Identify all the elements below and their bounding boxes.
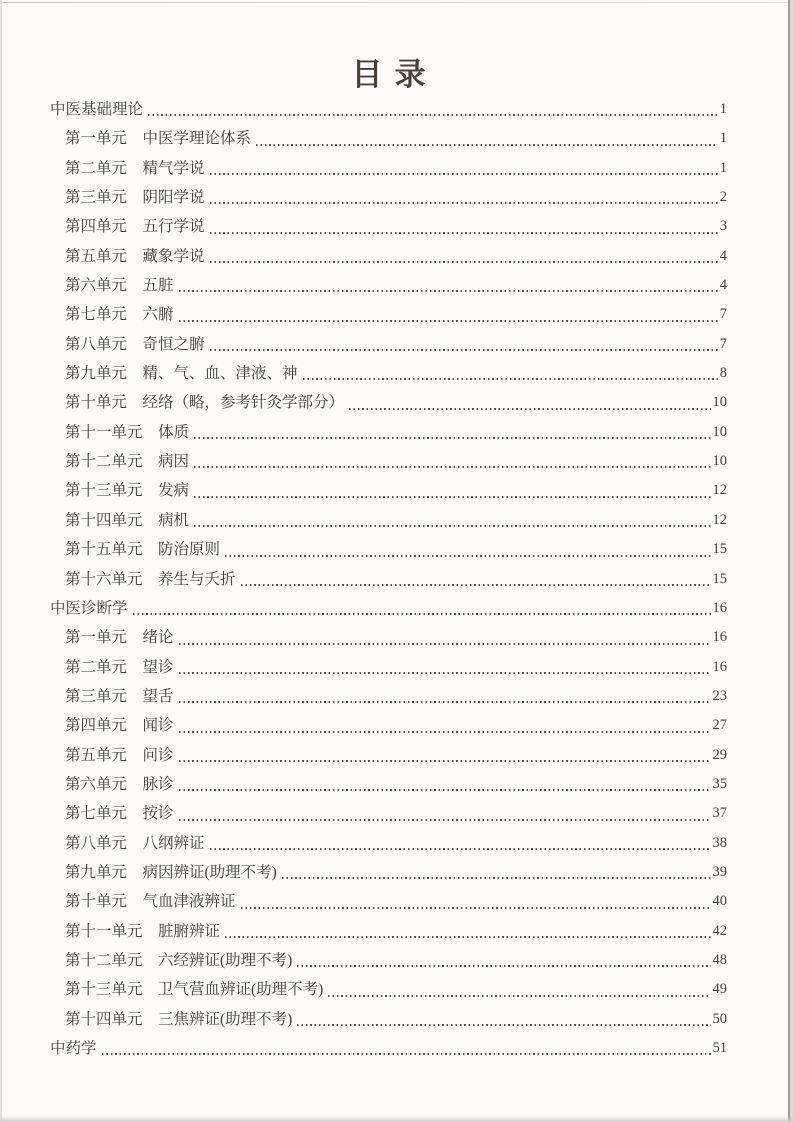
dot-leader: [194, 496, 710, 498]
toc-entry: [50, 154, 727, 183]
toc-entry: [50, 183, 727, 212]
toc-entry-page-number: 12: [712, 482, 727, 499]
dot-leader: [210, 848, 711, 850]
dot-leader: [282, 877, 711, 879]
toc-entry-label: 第五单元 藏象学说: [65, 247, 205, 265]
toc-entry: [50, 887, 727, 916]
toc-entry: [50, 447, 727, 476]
toc-entry-label: 第十二单元 六经辨证(助理不考): [65, 951, 293, 969]
dot-leader: [194, 466, 710, 468]
toc-entry-page-number: 12: [712, 511, 727, 528]
dot-leader: [133, 613, 711, 615]
dot-leader: [179, 731, 711, 733]
toc-entry-label: 第三单元 望舌: [65, 687, 174, 705]
dot-leader: [210, 232, 718, 234]
toc-entry-page-number: 51: [712, 1040, 727, 1056]
scan-edge-bottom: [0, 1116, 793, 1122]
toc-entry-page-number: 50: [712, 1010, 727, 1027]
toc-entry-label: 中医基础理论: [50, 101, 144, 118]
toc-entry: [50, 594, 727, 623]
toc-entry-label: 第八单元 奇恒之腑: [65, 335, 205, 353]
toc-entry: [50, 418, 727, 447]
toc-entry-label: 第十三单元 卫气营血辨证(助理不考): [65, 981, 324, 999]
toc-entry-page-number: 29: [712, 746, 727, 763]
toc-entry-label: 第九单元 精、气、血、津液、神: [65, 365, 298, 383]
toc-entry-page-number: 37: [712, 805, 727, 822]
dot-leader: [210, 202, 718, 204]
toc-entry-page-number: 16: [712, 629, 727, 646]
toc-entry: [50, 359, 727, 388]
toc-entry: [50, 741, 727, 770]
toc-entry-label: 第二单元 望诊: [65, 658, 174, 676]
toc-entry-label: 第十一单元 体质: [65, 423, 190, 441]
dot-leader: [303, 378, 718, 380]
toc-entry-page-number: 40: [712, 893, 727, 910]
toc-entry: [50, 975, 727, 1004]
dot-leader: [241, 907, 711, 909]
toc-entry-page-number: 23: [712, 687, 727, 704]
toc-entry: [50, 242, 727, 271]
dot-leader: [210, 349, 718, 351]
dot-leader: [225, 936, 710, 938]
toc-entry: [50, 212, 727, 241]
toc-entry: [50, 535, 727, 564]
toc-entry-page-number: 10: [712, 394, 727, 411]
dot-leader: [297, 965, 710, 967]
toc-entry-page-number: 4: [719, 277, 727, 294]
dot-leader: [194, 437, 710, 439]
dot-leader: [241, 584, 711, 586]
dot-leader: [102, 1053, 711, 1055]
dot-leader: [179, 789, 711, 791]
dot-leader: [179, 819, 711, 821]
dot-leader: [148, 114, 718, 116]
toc-entry: [50, 330, 727, 359]
toc-entry-label: 第十二单元 病因: [65, 453, 190, 471]
toc-entry-page-number: 49: [712, 981, 727, 998]
toc-entry-label: 中医诊断学: [50, 599, 128, 617]
dot-leader: [179, 672, 711, 674]
toc-entry-label: 第七单元 六腑: [65, 306, 174, 324]
toc-entry-page-number: 42: [712, 922, 727, 939]
toc-entry-page-number: 16: [712, 658, 727, 675]
toc-entry-page-number: 1: [719, 130, 727, 147]
toc-entry-label: 第十单元 气血津液辨证: [65, 893, 236, 911]
toc-entry-label: 中药学: [50, 1040, 97, 1057]
toc-entry-label: 第十三单元 发病: [65, 482, 190, 500]
toc-entry-label: 第十一单元 脏腑辨证: [65, 922, 221, 940]
dot-leader: [210, 261, 718, 263]
toc-entry: [50, 682, 727, 711]
dot-leader: [179, 290, 718, 292]
toc-entry-label: 第十五单元 防治原则: [65, 541, 221, 559]
toc-entry-label: 第九单元 病因辨证(助理不考): [65, 863, 277, 881]
dot-leader: [225, 555, 710, 557]
dot-leader: [179, 320, 718, 322]
dot-leader: [210, 173, 718, 175]
toc-entry-page-number: 39: [712, 863, 727, 880]
toc-entry-page-number: 3: [719, 218, 727, 235]
toc-entry-label: 第六单元 五脏: [65, 277, 174, 295]
toc-entry-page-number: 1: [719, 159, 727, 176]
toc-entry-page-number: 1: [719, 101, 727, 117]
toc-entry-label: 第一单元 绪论: [65, 629, 174, 647]
toc-entry-label: 第四单元 五行学说: [65, 218, 205, 236]
dot-leader: [328, 995, 710, 997]
toc-entry-label: 第一单元 中医学理论体系: [65, 130, 252, 148]
toc-entry: [50, 653, 727, 682]
toc-entry: [50, 95, 727, 124]
toc-entry: [50, 917, 727, 946]
toc-entry: [50, 1034, 727, 1063]
toc-entry: [50, 946, 727, 975]
toc-entry-page-number: 15: [712, 570, 727, 587]
toc-entry-label: 第二单元 精气学说: [65, 159, 205, 177]
toc-entry-label: 第四单元 闻诊: [65, 717, 174, 735]
toc-entry-page-number: 48: [712, 951, 727, 968]
toc-entry: [50, 565, 727, 594]
toc-entry: [50, 829, 727, 858]
toc-entry-label: 第十六单元 养生与夭折: [65, 570, 236, 588]
toc-entry-page-number: 15: [712, 541, 727, 558]
toc-entry-page-number: 10: [712, 453, 727, 470]
toc-entry-label: 第十单元 经络（略，参考针灸学部分）: [65, 394, 345, 412]
toc-entry: [50, 711, 727, 740]
toc-entry-page-number: 8: [719, 365, 727, 382]
toc-list: [50, 95, 727, 1063]
toc-entry: [50, 799, 727, 828]
page-title: 目录: [351, 57, 438, 92]
toc-entry: [50, 623, 727, 652]
toc-entry: [50, 858, 727, 887]
toc-entry-page-number: 35: [712, 775, 727, 792]
toc-entry: [50, 300, 727, 329]
toc-entry-label: 第六单元 脉诊: [65, 775, 174, 793]
toc-entry-label: 第三单元 阴阳学说: [65, 189, 205, 207]
dot-leader: [256, 144, 718, 146]
toc-entry-page-number: 27: [712, 717, 727, 734]
dot-leader: [179, 701, 711, 703]
toc-entry-label: 第五单元 问诊: [65, 746, 174, 764]
toc-entry-page-number: 4: [719, 247, 727, 264]
toc-entry-label: 第七单元 按诊: [65, 805, 174, 823]
dot-leader: [297, 1024, 710, 1026]
toc-entry: [50, 271, 727, 300]
toc-entry-label: 第十四单元 病机: [65, 511, 190, 529]
dot-leader: [194, 525, 710, 527]
toc-entry-page-number: 7: [719, 335, 727, 352]
toc-entry: [50, 1005, 727, 1034]
toc-entry: [50, 506, 727, 535]
toc-entry-page-number: 38: [712, 834, 727, 851]
toc-entry-page-number: 2: [719, 189, 727, 206]
dot-leader: [179, 760, 711, 762]
toc-entry-page-number: 7: [719, 306, 727, 323]
toc-entry: [50, 476, 727, 505]
toc-entry-page-number: 10: [712, 423, 727, 440]
toc-entry-page-number: 16: [712, 599, 727, 616]
toc-entry: [50, 124, 727, 153]
toc-entry-label: 第十四单元 三焦辨证(助理不考): [65, 1010, 293, 1028]
toc-entry-label: 第八单元 八纲辨证: [65, 834, 205, 852]
toc-entry: [50, 388, 727, 417]
dot-leader: [179, 643, 711, 645]
toc-entry: [50, 770, 727, 799]
dot-leader: [349, 408, 710, 410]
